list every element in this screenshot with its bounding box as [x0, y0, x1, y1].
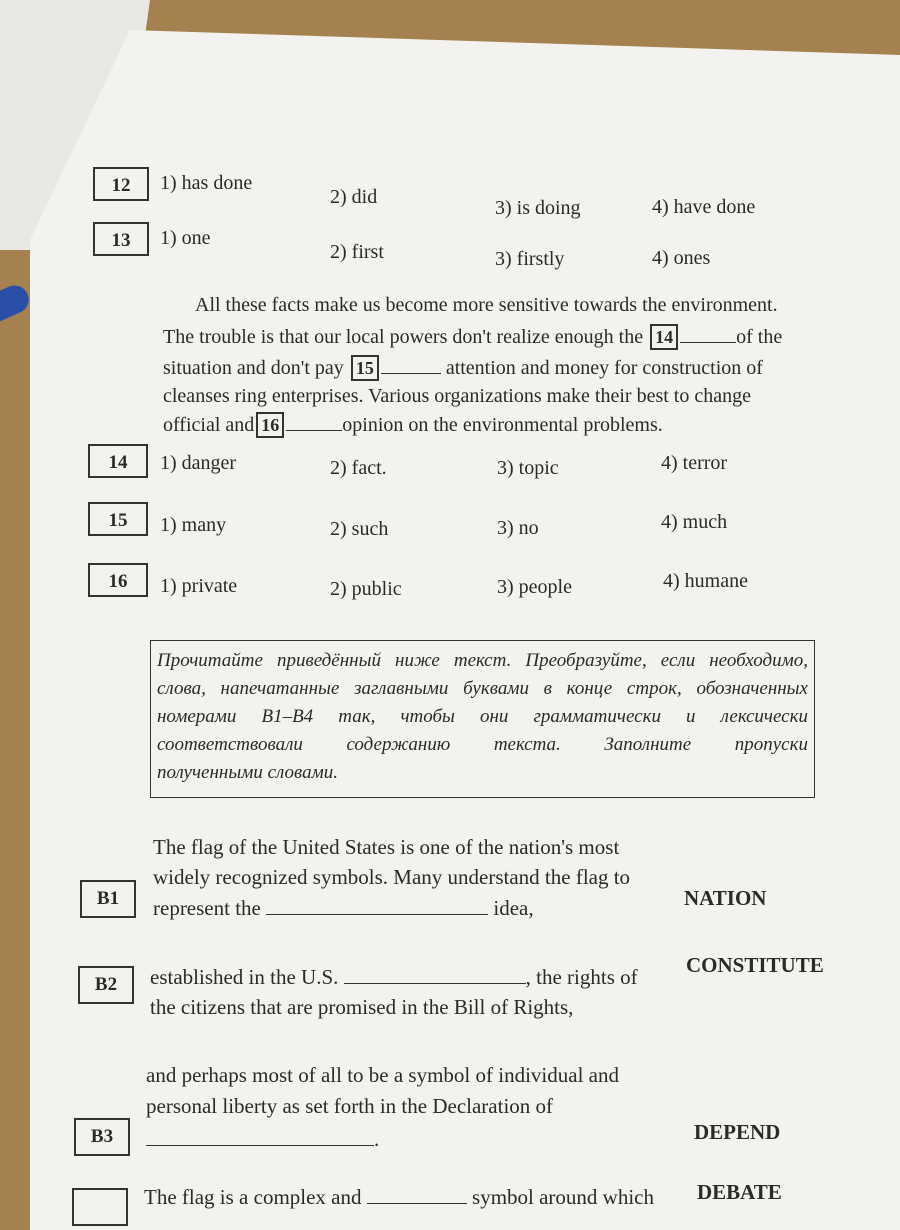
instruction-line-5: полученными словами. — [157, 762, 339, 783]
b3-line-3: . — [146, 1124, 379, 1155]
b4-answer-blank — [367, 1187, 467, 1204]
passage-line-1: All these facts make us become more sensitive towards the environment. — [195, 294, 778, 316]
question-number-12: 12 — [93, 167, 149, 201]
b2-number-box: B2 — [78, 966, 134, 1004]
gap-16-marker: 16 — [256, 412, 284, 438]
b1-line-2: widely recognized symbols. Many understand the flag to — [153, 865, 631, 889]
q12-option-4: 4) have done — [652, 196, 756, 218]
b4-line-1: The flag is a complex and symbol around which — [144, 1185, 654, 1209]
passage-line-4: cleanses ring enterprises. Various organizations make their best to change — [163, 385, 751, 407]
b2-keyword: CONSTITUTE — [686, 953, 824, 977]
b1-line-3: represent the idea, — [153, 896, 534, 920]
question-number-16: 16 — [88, 563, 148, 597]
instruction-line-2: слова, напечатанные заглавными буквами в конце строк, обозначенных — [157, 678, 808, 699]
b1-line-1: The flag of the United States is one of the nation's most — [153, 835, 620, 859]
question-number-15: 15 — [88, 502, 148, 536]
gap-16-blank — [286, 414, 342, 431]
passage-line-2: The trouble is that our local powers don't realize enough the 14 of the — [163, 326, 783, 348]
b2-answer-blank — [344, 967, 526, 984]
q15-option-4: 4) much — [661, 511, 728, 533]
b2-line-2: the citizens that are promised in the Bill of Rights, — [150, 995, 574, 1019]
b3-keyword: DEPEND — [694, 1120, 781, 1144]
q13-option-1: 1) one — [160, 227, 211, 249]
instruction-box — [150, 640, 815, 798]
q12-option-3: 3) is doing — [495, 197, 581, 219]
b4-keyword: DEBATE — [697, 1180, 782, 1204]
q15-option-2: 2) such — [330, 518, 389, 540]
q13-option-2: 2) first — [330, 241, 384, 263]
instruction-line-4: соответствовали содержанию текста. Заполните пропуски — [157, 734, 808, 755]
question-number-13: 13 — [93, 222, 149, 256]
gap-15-marker: 15 — [351, 355, 379, 381]
q14-option-2: 2) fact. — [330, 457, 387, 479]
q16-option-1: 1) private — [160, 575, 238, 597]
b1-answer-blank — [266, 898, 488, 915]
q13-option-3: 3) firstly — [495, 248, 565, 270]
passage-line-5: official and 16 opinion on the environmental problems. — [163, 414, 663, 436]
q16-option-3: 3) people — [497, 576, 572, 598]
q12-option-2: 2) did — [330, 186, 378, 208]
b3-number-box: B3 — [74, 1118, 130, 1156]
q14-option-3: 3) topic — [497, 457, 559, 479]
q16-option-2: 2) public — [330, 578, 402, 600]
gap-14-marker: 14 — [650, 324, 678, 350]
b3-line-2: personal liberty as set forth in the Declaration of — [146, 1094, 554, 1118]
b2-line-1: established in the U.S. , the rights of — [150, 965, 638, 989]
q14-option-4: 4) terror — [661, 452, 728, 474]
q15-option-1: 1) many — [160, 514, 227, 536]
instruction-line-1: Прочитайте приведённый ниже текст. Преобразуйте, если необходимо, — [157, 650, 808, 671]
q12-option-1: 1) has done — [160, 172, 253, 194]
gap-14-blank — [680, 326, 736, 343]
exam-page — [30, 30, 900, 1230]
passage-line-3: situation and don't pay 15 attention and money for construction of — [163, 357, 763, 379]
q16-option-4: 4) humane — [663, 570, 748, 592]
b4-number-box — [72, 1188, 128, 1226]
b3-line-1: and perhaps most of all to be a symbol of individual and — [146, 1063, 619, 1087]
question-number-14: 14 — [88, 444, 148, 478]
b3-answer-blank — [146, 1129, 374, 1146]
b1-number-box: B1 — [80, 880, 136, 918]
gap-15-blank — [381, 357, 441, 374]
q15-option-3: 3) no — [497, 517, 539, 539]
q14-option-1: 1) danger — [160, 452, 237, 474]
q13-option-4: 4) ones — [652, 247, 711, 269]
b1-keyword: NATION — [684, 886, 767, 910]
pen — [0, 281, 33, 331]
instruction-line-3: номерами B1–B4 так, чтобы они грамматически и лексически — [157, 706, 808, 727]
